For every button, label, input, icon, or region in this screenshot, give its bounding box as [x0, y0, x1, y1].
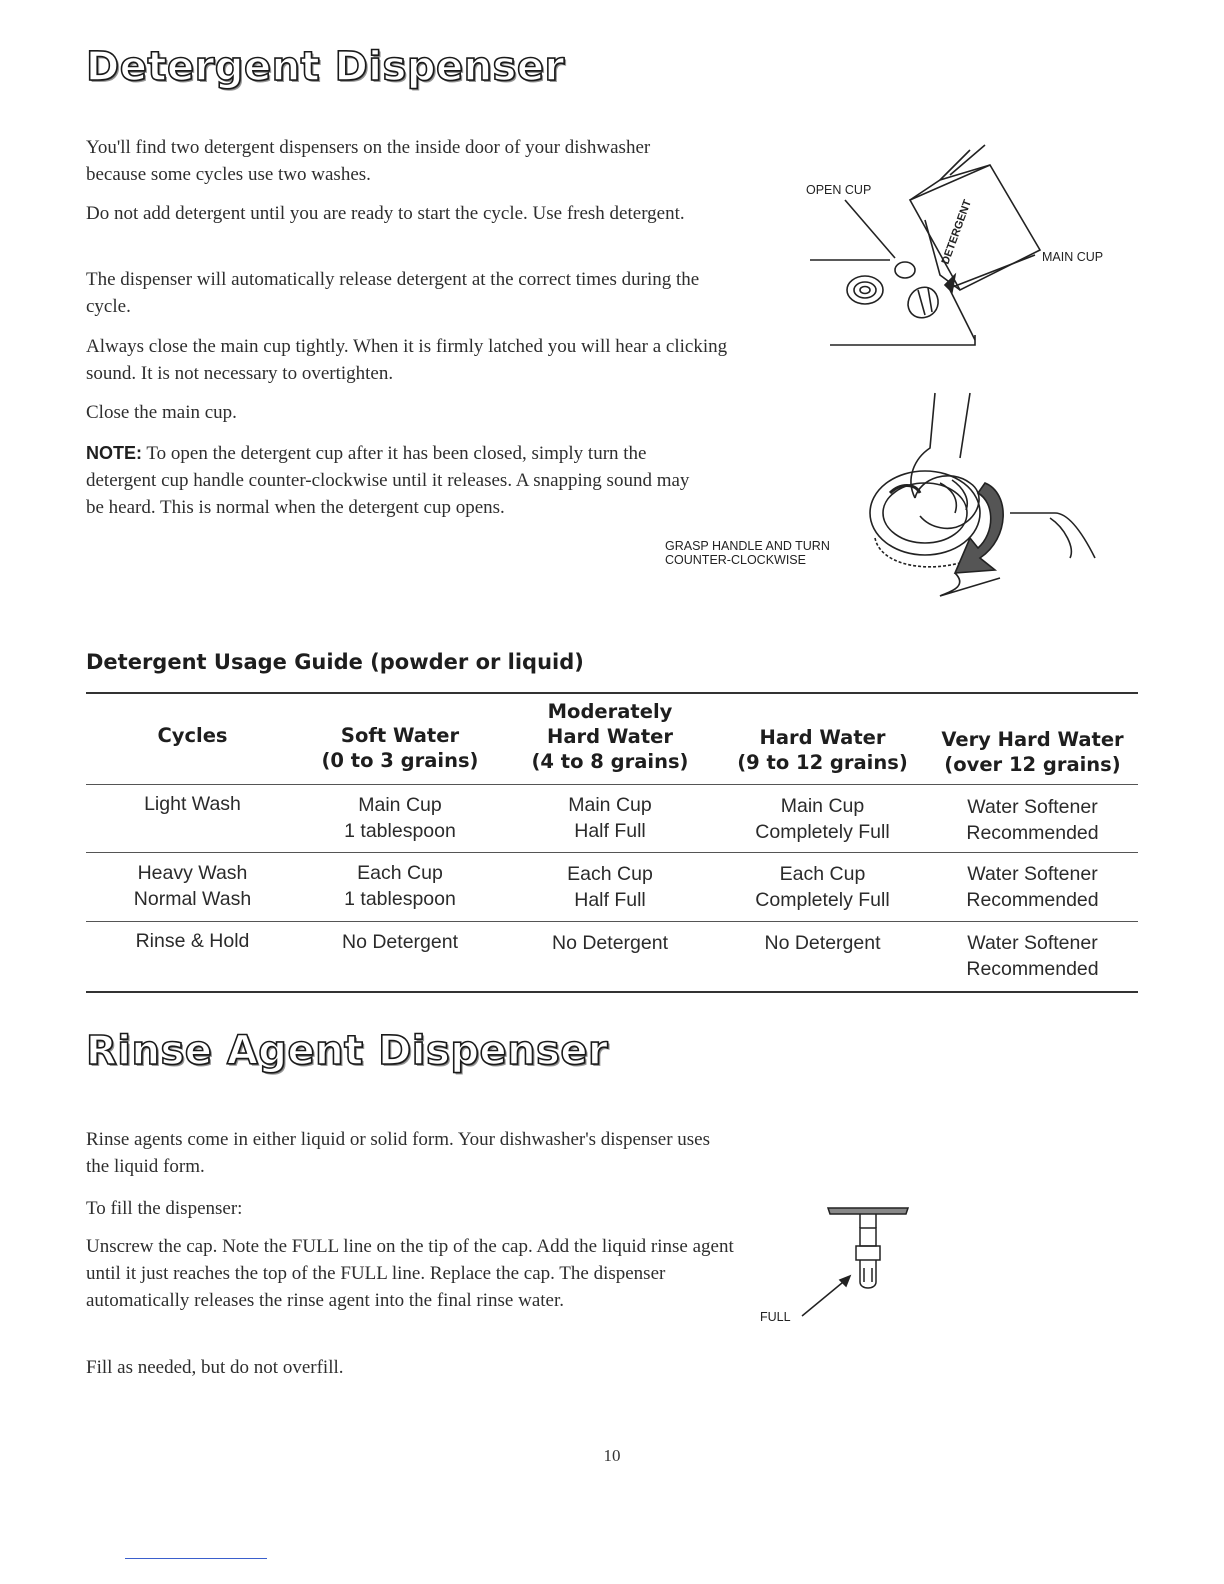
table-row-rule-1	[86, 852, 1138, 853]
header-cycles-line-1: Cycles	[157, 724, 228, 747]
full-line-label: FULL	[760, 1310, 791, 1324]
usage-guide-heading: Detergent Usage Guide (powder or liquid)	[86, 650, 584, 674]
note-label: NOTE:	[86, 443, 142, 463]
table-row-1-cycle	[110, 791, 275, 817]
footer-link-underline	[125, 1558, 267, 1559]
row1-very-hard-line-2: Recommended	[966, 822, 1099, 844]
detergent-note	[86, 440, 706, 521]
detergent-paragraph-1: You'll find two detergent dispensers on the inside door of your dishwasher because some cycles use two washes.	[86, 137, 651, 185]
table-row-3-cycle	[110, 928, 275, 954]
row2-moderate-line-2: Half Full	[574, 889, 646, 911]
page-number: 10	[603, 1446, 621, 1465]
table-row-1-hard	[720, 793, 925, 845]
rinse-paragraph-2: To fill the dispenser:	[86, 1198, 243, 1219]
table-row-2-hard	[720, 861, 925, 913]
table-row-3-hard	[720, 930, 925, 956]
header-soft-water	[300, 723, 500, 773]
header-moderately-hard-water	[510, 699, 710, 774]
table-row-3-soft	[300, 929, 500, 955]
header-hard-line-1: Hard Water	[759, 726, 886, 749]
table-row-2-cycle	[110, 860, 275, 912]
table-row-3-moderate	[510, 930, 710, 956]
header-moderate-line-3: (4 to 8 grains)	[531, 750, 689, 773]
open-cup-leader	[845, 200, 895, 258]
row2-soft-line-2: 1 tablespoon	[344, 888, 456, 910]
row2-very-hard-line-2: Recommended	[966, 889, 1099, 911]
table-header-rule	[86, 784, 1138, 785]
row2-cycle-line-2: Normal Wash	[133, 888, 252, 910]
header-hard-line-2: (9 to 12 grains)	[737, 751, 908, 774]
grasp-handle-line-2: COUNTER-CLOCKWISE	[665, 553, 806, 567]
table-row-2-moderate	[510, 861, 710, 913]
detergent-paragraph-5: Close the main cup.	[86, 402, 237, 423]
row3-very-hard-line-1: Water Softener	[967, 932, 1098, 954]
detergent-paragraph-3: The dispenser will automatically release detergent at the correct times during the cycle.	[86, 269, 700, 317]
row3-very-hard-line-2: Recommended	[966, 958, 1099, 980]
row3-soft-line-1: No Detergent	[342, 931, 458, 953]
rinse-paragraph-1: Rinse agents come in either liquid or solid form. Your dishwasher's dispenser uses the liquid form.	[86, 1129, 711, 1177]
table-row-2-very-hard	[930, 861, 1135, 913]
rinse-paragraph-3: Unscrew the cap. Note the FULL line on the tip of the cap. Add the liquid rinse agent until it just reaches the top of the FULL line. Replace the cap. The dispenser automatically releases the rinse agent into the final rinse water.	[86, 1236, 734, 1311]
open-cup-label: OPEN CUP	[806, 183, 872, 197]
row1-soft-line-1: Main Cup	[358, 794, 442, 816]
detergent-paragraph-2: Do not add detergent until you are ready to start the cycle. Use fresh detergent.	[86, 203, 685, 224]
row1-cycle-line-1: Light Wash	[144, 793, 241, 815]
row2-hard-line-1: Each Cup	[779, 863, 866, 885]
table-row-1-very-hard	[930, 794, 1135, 846]
row3-cycle-line-1: Rinse & Hold	[135, 930, 250, 952]
row3-moderate-line-1: No Detergent	[552, 932, 668, 954]
header-hard-water	[720, 725, 925, 775]
cap-tip-shape	[860, 1260, 876, 1288]
grasp-handle-label	[665, 539, 830, 567]
hand-turn-illustration	[860, 388, 1100, 608]
header-very-hard-line-1: Very Hard Water	[941, 728, 1124, 751]
row2-very-hard-line-1: Water Softener	[967, 863, 1098, 885]
cap-top-shape	[828, 1208, 908, 1214]
rinse-paragraph-4: Fill as needed, but do not overfill.	[86, 1357, 344, 1378]
table-row-3-very-hard	[930, 930, 1135, 982]
row2-moderate-line-1: Each Cup	[567, 863, 653, 885]
detergent-paragraph-4: Always close the main cup tightly. When it is firmly latched you will hear a clicking sound. It is not necessary to overtighten.	[86, 336, 728, 384]
header-soft-line-1: Soft Water	[340, 724, 460, 747]
row1-hard-line-2: Completely Full	[755, 821, 890, 843]
row1-very-hard-line-1: Water Softener	[967, 796, 1098, 818]
row1-moderate-line-1: Main Cup	[568, 794, 652, 816]
table-row-2-soft	[300, 860, 500, 912]
header-very-hard-line-2: (over 12 grains)	[944, 753, 1121, 776]
note-text: To open the detergent cup after it has been closed, simply turn the detergent cup handle counter-clockwise until it releases. A snapping sound may be heard. This is normal when the detergent cup opens.	[86, 443, 690, 518]
row1-moderate-line-2: Half Full	[574, 820, 646, 842]
row2-hard-line-2: Completely Full	[755, 889, 890, 911]
row2-cycle-line-1: Heavy Wash	[137, 862, 248, 884]
rinse-cap-illustration	[780, 1198, 920, 1328]
grasp-handle-line-1: GRASP HANDLE AND TURN	[665, 539, 830, 553]
header-moderate-line-2: Hard Water	[547, 725, 673, 748]
main-cup-label: MAIN CUP	[1042, 250, 1104, 264]
row1-hard-line-1: Main Cup	[780, 795, 865, 817]
page-title-detergent-dispenser: Detergent Dispenser	[86, 44, 565, 90]
header-soft-line-2: (0 to 3 grains)	[321, 749, 479, 772]
detergent-box-shape	[910, 165, 1040, 290]
row1-soft-line-2: 1 tablespoon	[344, 820, 456, 842]
header-cycles	[110, 723, 275, 748]
full-line-arrow	[802, 1278, 848, 1316]
table-row-1-soft	[300, 792, 500, 844]
table-bottom-rule	[86, 991, 1138, 993]
header-very-hard-water	[930, 727, 1135, 777]
row3-hard-line-1: No Detergent	[764, 932, 881, 954]
detergent-box-label: DETERGENT	[939, 198, 975, 267]
table-row-rule-2	[86, 921, 1138, 922]
table-top-rule	[86, 692, 1138, 694]
page-title-rinse-agent-dispenser: Rinse Agent Dispenser	[86, 1028, 609, 1074]
header-moderate-line-1: Moderately	[547, 700, 673, 723]
row2-soft-line-1: Each Cup	[357, 862, 443, 884]
table-row-1-moderate	[510, 792, 710, 844]
